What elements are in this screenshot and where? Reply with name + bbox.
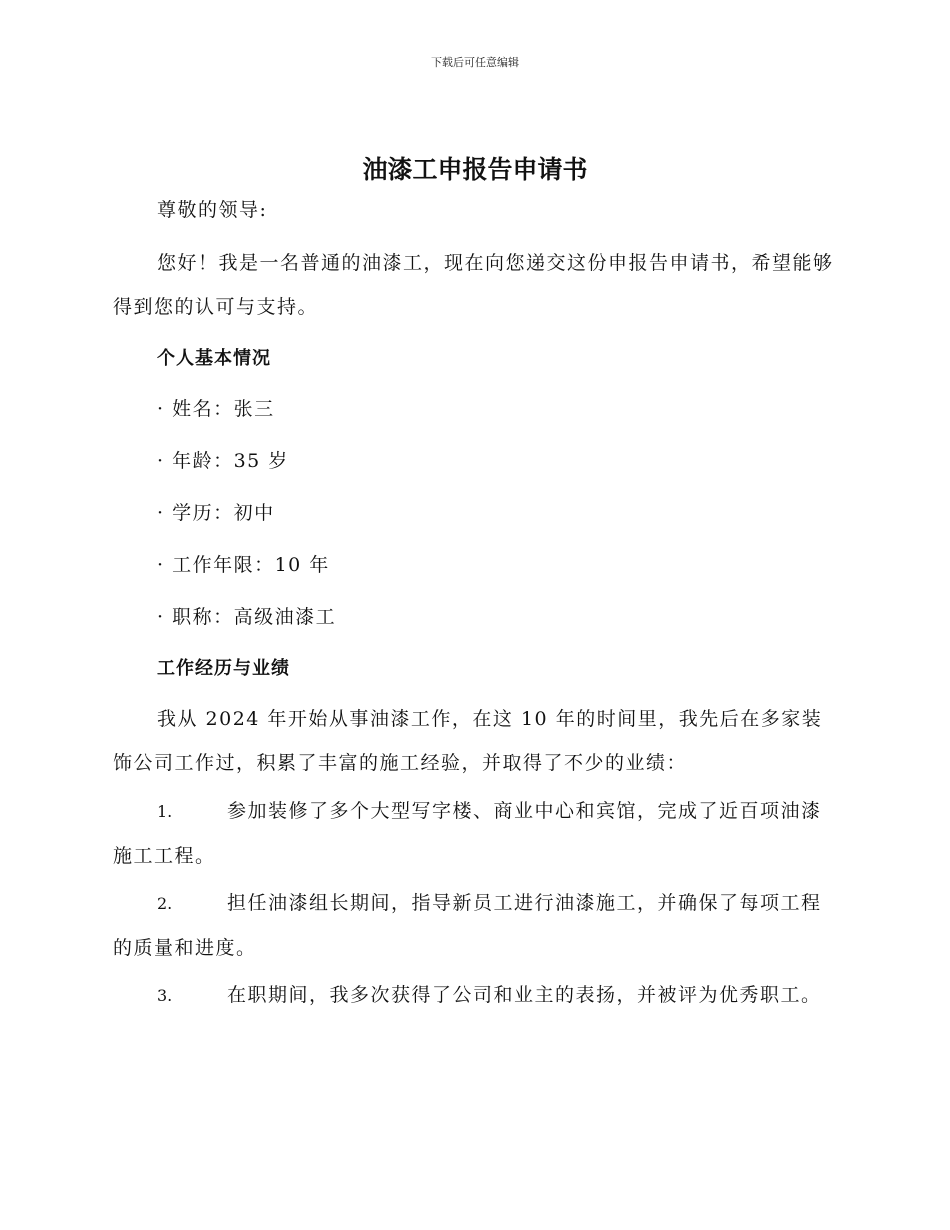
info-item-title: · 职称：高级油漆工 (157, 606, 337, 628)
list-item-number: 3. (157, 986, 173, 1005)
salutation: 尊敬的领导: (157, 199, 268, 221)
info-item-name: · 姓名：张三 (157, 398, 275, 420)
section-heading-personal-info: 个人基本情况 (157, 348, 271, 369)
intro-paragraph: 您好！我是一名普通的油漆工，现在向您递交这份申报告申请书，希望能够得到您的认可与支持。 (113, 252, 834, 318)
info-item-age: · 年龄：35 岁 (157, 450, 289, 472)
list-item-number: 1. (157, 802, 173, 821)
header-note: 下载后可任意编辑 (431, 56, 519, 69)
document-title: 油漆工申报告申请书 (362, 155, 588, 184)
info-item-education: · 学历：初中 (157, 502, 275, 524)
info-item-work-years: · 工作年限：10 年 (157, 554, 330, 576)
list-item (113, 881, 835, 970)
list-item-number: 2. (157, 894, 173, 913)
list-item-text: 在职期间，我多次获得了公司和业主的表扬，并被评为优秀职工。 (227, 984, 822, 1006)
experience-paragraph: 我从 2024 年开始从事油漆工作，在这 10 年的时间里，我先后在多家装饰公司工作过，积累了丰富的施工经验，并取得了不少的业绩： (113, 708, 823, 774)
list-item (113, 973, 835, 1018)
list-item (113, 789, 835, 878)
list-item-text: 参加装修了多个大型写字楼、商业中心和宾馆，完成了近百项油漆施工工程。 (113, 800, 822, 867)
section-heading-work-experience: 工作经历与业绩 (157, 658, 290, 679)
list-item-text: 担任油漆组长期间，指导新员工进行油漆施工，并确保了每项工程的质量和进度。 (113, 892, 822, 959)
